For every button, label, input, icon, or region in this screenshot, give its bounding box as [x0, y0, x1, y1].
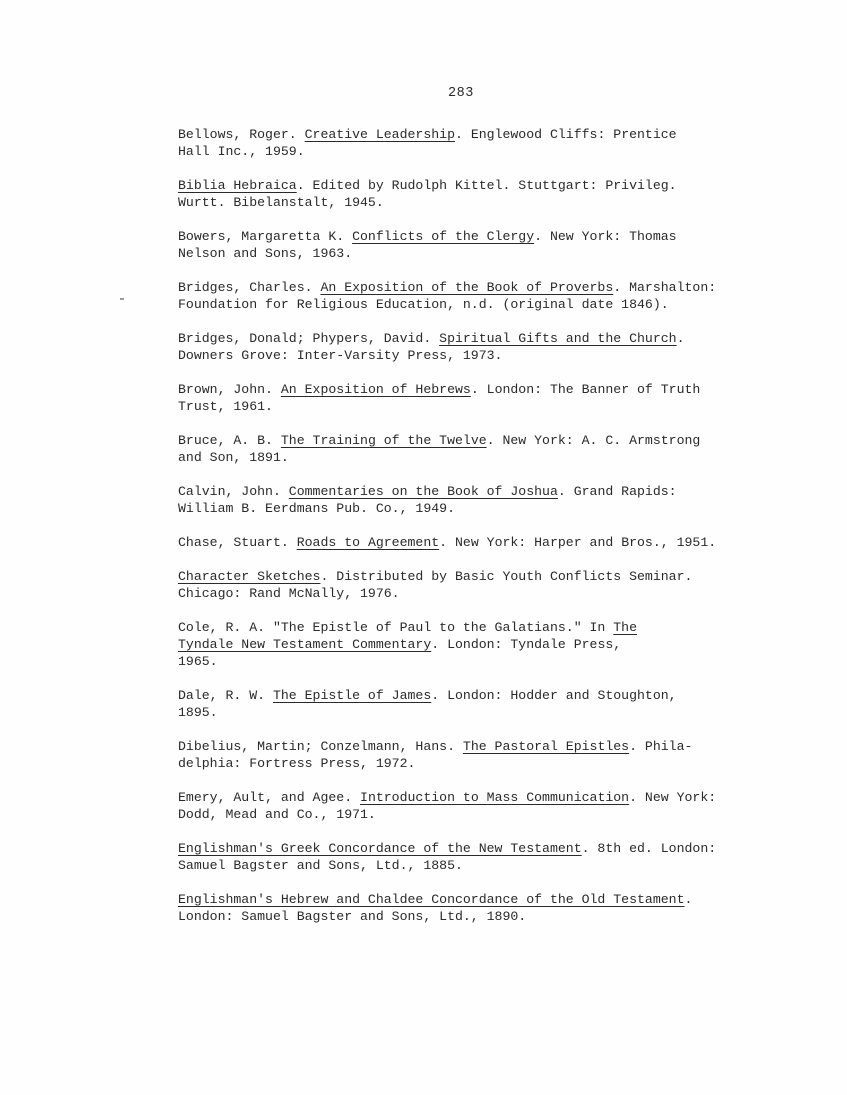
book-title: The Pastoral Epistles: [462, 739, 630, 754]
book-title: Tyndale New Testament Commentary: [178, 637, 432, 652]
book-title: Commentaries on the Book of Joshua: [288, 484, 558, 499]
bibliography-entry: Bruce, A. B. The Training of the Twelve. New York: A. C. Armstrong and Son, 1891.: [178, 433, 701, 465]
book-title: The: [613, 620, 638, 635]
book-title: An Exposition of Hebrews: [280, 382, 471, 397]
bibliography-entry: Bridges, Charles. An Exposition of the Book of Proverbs. Marshalton: Foundation for Religious Education, n.d. (original date 1846).: [178, 280, 717, 312]
book-title: Conflicts of the Clergy: [352, 229, 535, 244]
bibliography-entry: Emery, Ault, and Agee. Introduction to Mass Communication. New York: Dodd, Mead and Co., 1971.: [178, 790, 717, 822]
book-title: The Epistle of James: [272, 688, 432, 703]
book-title: Creative Leadership: [304, 127, 455, 142]
bibliography-entry: Brown, John. An Exposition of Hebrews. London: The Banner of Truth Trust, 1961.: [178, 382, 701, 414]
bibliography-entry: Englishman's Greek Concordance of the New Testament. 8th ed. London: Samuel Bagster and Sons, Ltd., 1885.: [178, 841, 717, 873]
bibliography-entry: Dale, R. W. The Epistle of James. London: Hodder and Stoughton, 1895.: [178, 688, 677, 720]
book-title: The Training of the Twelve: [280, 433, 487, 448]
book-title: Englishman's Greek Concordance of the New Testament: [178, 841, 582, 856]
bibliography-entry: Chase, Stuart. Roads to Agreement. New York: Harper and Bros., 1951.: [178, 535, 717, 550]
bibliography-entry: Englishman's Hebrew and Chaldee Concordance of the Old Testament. London: Samuel Bagster and Sons, Ltd., 1890.: [178, 892, 693, 924]
bibliography-entry: Bowers, Margaretta K. Conflicts of the Clergy. New York: Thomas Nelson and Sons, 1963.: [178, 229, 677, 261]
bibliography-entry: Dibelius, Martin; Conzelmann, Hans. The Pastoral Epistles. Phila- delphia: Fortress Press, 1972.: [178, 739, 693, 771]
book-title: Spiritual Gifts and the Church: [439, 331, 677, 346]
margin-mark: [120, 298, 124, 300]
book-title: Englishman's Hebrew and Chaldee Concordance of the Old Testament: [178, 892, 685, 907]
book-title: Roads to Agreement: [296, 535, 440, 550]
book-title: Character Sketches: [178, 569, 321, 584]
book-title: Introduction to Mass Communication: [360, 790, 630, 805]
bibliography-entry: Bellows, Roger. Creative Leadership. Englewood Cliffs: Prentice Hall Inc., 1959.: [178, 127, 677, 159]
page-number: 283: [448, 86, 474, 101]
book-title: Biblia Hebraica: [178, 178, 297, 193]
book-title: An Exposition of the Book of Proverbs: [320, 280, 614, 295]
bibliography-entry: Bridges, Donald; Phypers, David. Spiritual Gifts and the Church. Downers Grove: Inter-Varsity Press, 1973.: [178, 331, 685, 363]
bibliography-list: [178, 126, 818, 942]
bibliography-entry: Calvin, John. Commentaries on the Book of Joshua. Grand Rapids: William B. Eerdmans Pub. Co., 1949.: [178, 484, 677, 516]
bibliography-entry: Cole, R. A. "The Epistle of Paul to the Galatians." In The Tyndale New Testament Commentary. London: Tyndale Press, 1965.: [178, 620, 638, 669]
bibliography-entry: Character Sketches. Distributed by Basic Youth Conflicts Seminar. Chicago: Rand McNally, 1976.: [178, 569, 693, 601]
bibliography-entry: Biblia Hebraica. Edited by Rudolph Kittel. Stuttgart: Privileg. Wurtt. Bibelanstalt, 1945.: [178, 178, 677, 210]
